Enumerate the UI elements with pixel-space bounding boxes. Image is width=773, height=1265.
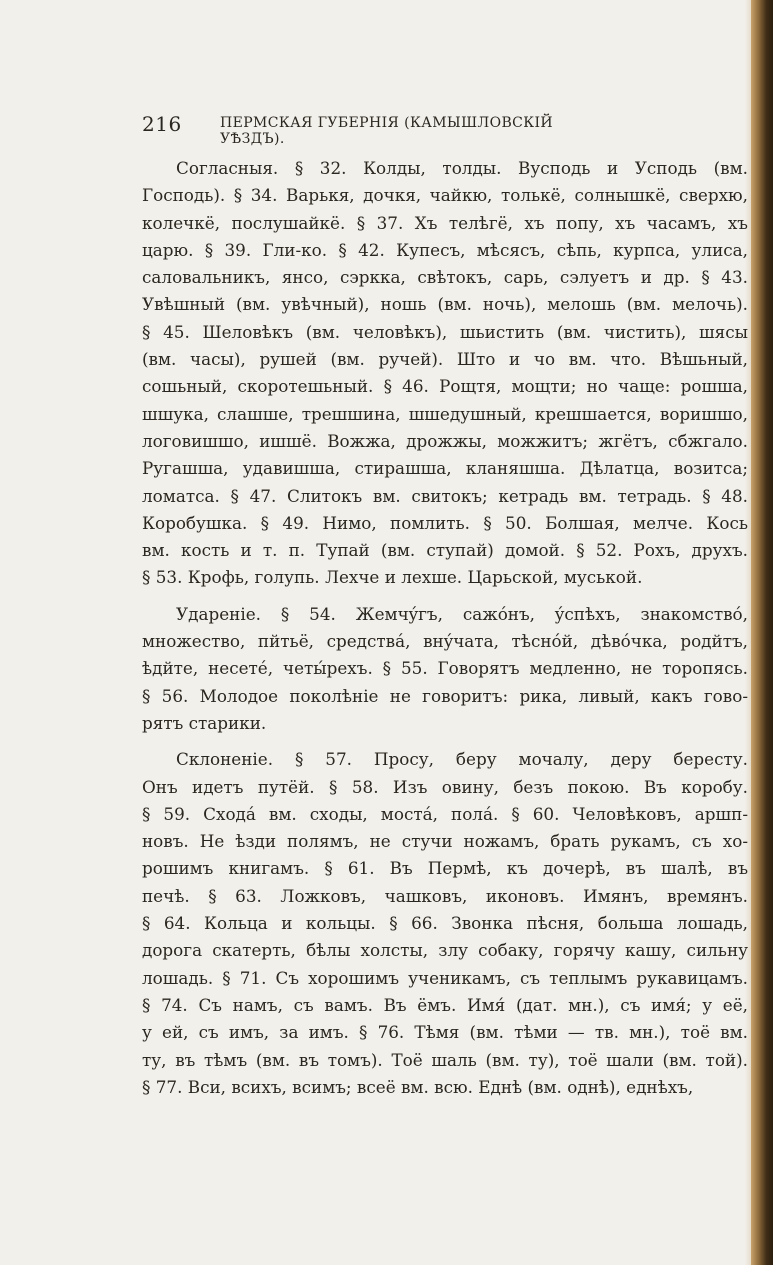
body-text (142, 155, 748, 1101)
paragraph (142, 746, 748, 1101)
text-line: Согласныя. § 32. Колды, толды. Вусподь и Успoдь (вм. (176, 158, 748, 178)
running-head: ПЕРМСКАЯ ГУБЕРНІЯ (КАМЫШЛОВСКІЙ УѢЗДЪ). (220, 115, 554, 147)
text-line: ту, въ тѣмъ (вм. въ томъ). Тоё шаль (вм. ту), тоё шали (вм. той). (142, 1049, 748, 1070)
text-line: Удареніе. § 54. Жемчýгъ, сажóнъ, ýспѣхъ, знакомствó, (176, 603, 748, 624)
text-line: саловальникъ, янсо, сэркка, свѣтокъ, сарь, сэлуетъ и др. § 43. (142, 267, 748, 288)
text-line: Онъ идетъ путёй. § 58. Изъ овину, безъ покою. Въ коробу. (142, 776, 748, 797)
page-header (142, 112, 612, 147)
text-line: сошьный, скоротешьный. § 46. Рощтя, мощти; но чаще: рошша, (142, 376, 748, 397)
text-line: § 74. Съ намъ, съ вамъ. Въ ёмъ. Имя́ (дат. мн.), съ имя́; у её, (142, 994, 748, 1015)
paragraph (142, 155, 748, 592)
text-line: § 64. Кольца и кольцы. § 66. Звонка пѣсня, больша лошадь, (142, 913, 748, 934)
text-line: у ей, съ имъ, за имъ. § 76. Тѣмя (вм. тѣми — тв. мн.), тоё вм. (142, 1022, 748, 1043)
book-spine (751, 0, 773, 1265)
text-line: ломатса. § 47. Слитокъ вм. свитокъ; кетрадь вм. тетрадь. § 48. (142, 485, 748, 506)
text-line: § 59. Сходá вм. сходы, мостá, полá. § 60. Человѣковъ, аршп- (142, 803, 748, 824)
text-line: рошимъ книгамъ. § 61. Въ Пермѣ, къ дочерѣ, въ шалѣ, въ (142, 858, 748, 879)
text-line: § 53. Крофь, голупь. Лехче и лехше. Царьской, муськой. (142, 567, 643, 588)
page-number: 216 (142, 112, 182, 136)
text-line: множество, пйтьё, средствá, внýчата, тѣснóй, дѣвóчка, родйтъ, (142, 631, 748, 652)
text-line: Коробушка. § 49. Нимо, помлить. § 50. Болшая, мелче. Кось (142, 512, 748, 533)
paragraph (142, 601, 748, 737)
text-line: Ругашша, удавишша, стирашша, кланяшша. Дѣлатца, возитса; (142, 458, 748, 479)
text-line: дорога скатерть, бѣлы холсты, злу собаку, горячу кашу, сильну (142, 940, 748, 961)
paragraph-gap (142, 592, 748, 601)
text-line: печѣ. § 63. Ложковъ, чашковъ, иконовъ. Имянъ, времянъ. (142, 885, 748, 906)
text-line: царю. § 39. Гли-ко. § 42. Купесъ, мѣсясъ, сѣпь, курпса, улиса, (142, 239, 748, 260)
text-line: новъ. Не ѣзди полямъ, не стучи ножамъ, брать рукамъ, съ хо- (142, 831, 748, 852)
text-line: Увѣшный (вм. увѣчный), ношь (вм. ночь), мелошь (вм. мелочь). (142, 294, 748, 315)
text-line: (вм. часы), рушей (вм. ручей). Што и чо вм. что. Вѣшьный, (142, 349, 748, 370)
text-line: Господь). § 34. Варькя, дочкя, чайкю, толькё, солнышкё, сверхю, (142, 185, 748, 206)
text-line: логовишшо, ишшё. Вожжа, дрожжы, можжитъ; жгётъ, сбжгало. (142, 430, 748, 451)
text-line: колечкё, послушайкё. § 37. Хъ телѣгё, хъ попу, хъ часамъ, хъ (142, 212, 748, 233)
text-line: шшука, слашше, трешшина, шшедушный, крешшается, воришшо, (142, 403, 748, 424)
text-line: Склоненіе. § 57. Просу, беру мочалу, деру бересту. (176, 749, 748, 770)
text-line: § 77. Вси, всихъ, всимъ; всеё вм. всю. Еднѣ (вм. однѣ), еднѣхъ, (142, 1076, 694, 1097)
text-line: § 45. Шеловѣкъ (вм. человѣкъ), шьистить (вм. чистить), шясы (142, 321, 748, 342)
paragraph-gap (142, 737, 748, 746)
text-line: лошадь. § 71. Съ хорошимъ ученикамъ, съ теплымъ рукавицамъ. (142, 967, 748, 988)
text-line: § 56. Молодое поколѣніе не говоритъ: рика, ливый, какъ гово- (142, 685, 748, 706)
text-line: рятъ старики. (142, 712, 267, 733)
text-line: ѣдйте, несетé, четы́рехъ. § 55. Говорятъ медленно, не торопясь. (142, 658, 748, 679)
text-line: вм. кость и т. п. Тупай (вм. ступай) домой. § 52. Рохъ, друхъ. (142, 540, 748, 561)
